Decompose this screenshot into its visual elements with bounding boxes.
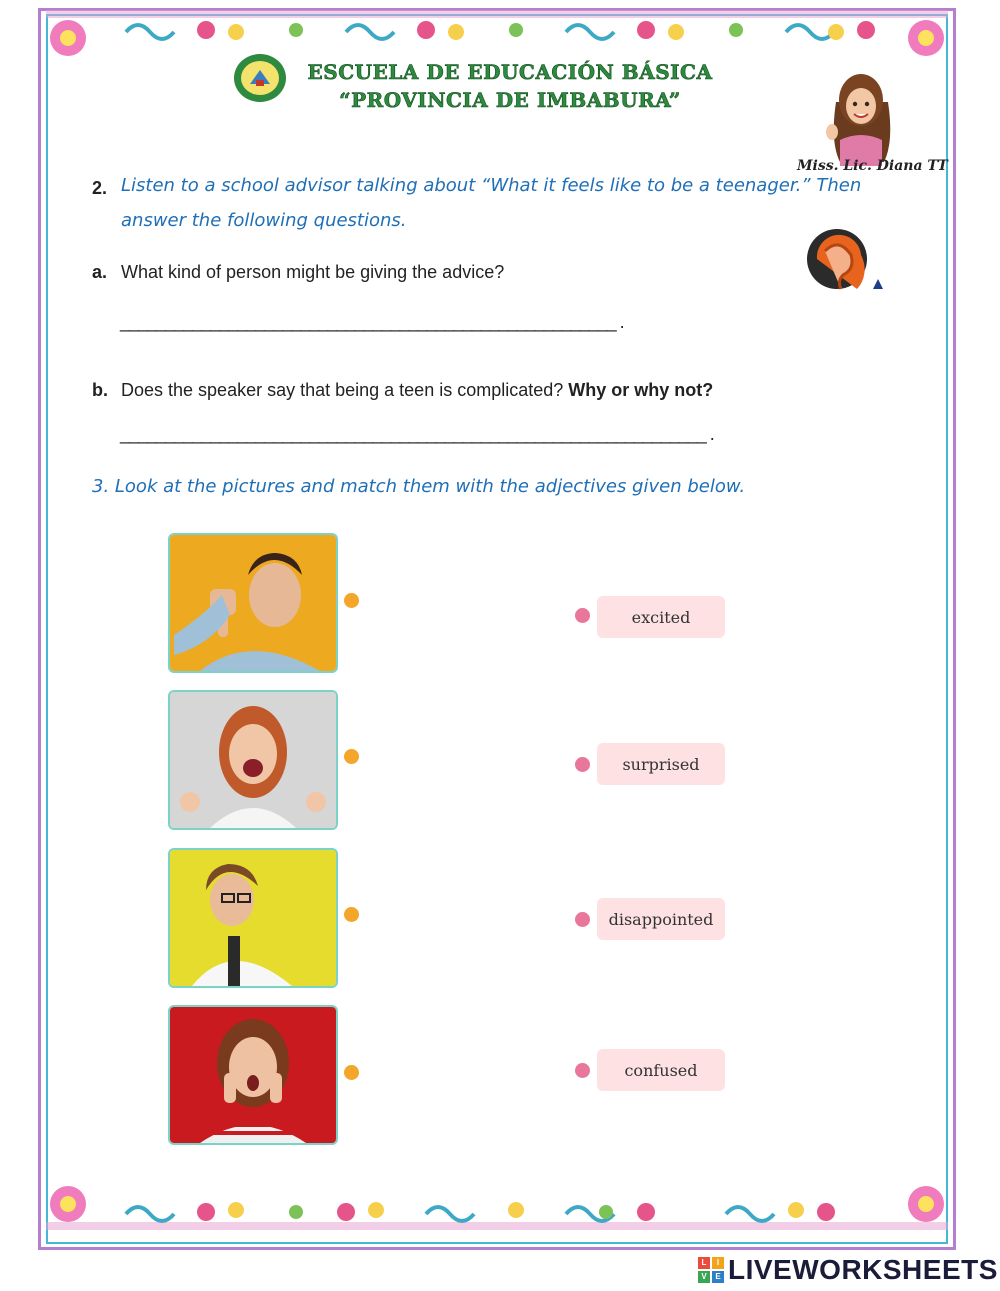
adjective-chip-excited[interactable]: excited: [597, 596, 725, 638]
exercise3-instruction: 3. Look at the pictures and match them with the adjectives given below.: [92, 476, 746, 497]
flower-left-icon: [50, 20, 86, 56]
picture-2-match-dot[interactable]: [344, 749, 359, 764]
teacher-avatar: [818, 62, 904, 166]
question-a-text: What kind of person might be giving the advice?: [121, 262, 505, 282]
exercise2-number: 2.: [92, 178, 108, 198]
logo-letter-l: L: [698, 1257, 710, 1269]
question-b-main: Does the speaker say that being a teen is complicated?: [121, 380, 564, 400]
question-b-bold: Why or why not?: [568, 380, 714, 400]
school-name-line1: ESCUELA DE EDUCACIÓN BÁSICA: [307, 60, 713, 84]
logo-letter-v: V: [698, 1271, 710, 1283]
question-b-letter: b.: [92, 380, 108, 400]
picture-3-match-dot[interactable]: [344, 907, 359, 922]
adjective-1-match-dot[interactable]: [575, 608, 590, 623]
flower-bottom-right-icon: [908, 1186, 944, 1222]
adjective-chip-surprised[interactable]: surprised: [597, 743, 725, 785]
adjective-chip-confused[interactable]: confused: [597, 1049, 725, 1091]
picture-4-surprised[interactable]: [168, 1005, 338, 1145]
picture-1-thumbs-down[interactable]: [168, 533, 338, 673]
listening-ear-icon: [803, 227, 891, 303]
adjective-chip-disappointed[interactable]: disappointed: [597, 898, 725, 940]
school-seal-icon: [232, 50, 288, 106]
adjective-3-match-dot[interactable]: [575, 912, 590, 927]
question-b-answer-line[interactable]: _________________________________________________________________ .: [120, 424, 714, 444]
adjective-2-match-dot[interactable]: [575, 757, 590, 772]
liveworksheets-logo-icon: [698, 1257, 724, 1283]
question-a-letter: a.: [92, 262, 108, 282]
flower-bottom-left-icon: [50, 1186, 86, 1222]
logo-letter-i: I: [712, 1257, 724, 1269]
adjective-4-match-dot[interactable]: [575, 1063, 590, 1078]
question-a-answer-line[interactable]: _______________________________________________________ .: [120, 312, 624, 332]
teacher-signature: Miss. Lic. Diana TT: [797, 158, 948, 174]
flower-right-icon: [908, 20, 944, 56]
liveworksheets-brand-text: LIVEWORKSHEETS: [728, 1254, 998, 1285]
liveworksheets-logo[interactable]: [698, 1254, 998, 1286]
exercise2-instruction-line2: answer the following questions.: [121, 210, 407, 231]
question-b-text: [121, 380, 713, 401]
picture-4-match-dot[interactable]: [344, 1065, 359, 1080]
bottom-floral-border: [46, 1180, 948, 1230]
exercise2-instruction-line1: Listen to a school advisor talking about “What it feels like to be a teenager.” Then: [121, 175, 862, 196]
picture-2-excited[interactable]: [168, 690, 338, 830]
picture-1-match-dot[interactable]: [344, 593, 359, 608]
logo-letter-e: E: [712, 1271, 724, 1283]
top-floral-border: [46, 10, 948, 60]
picture-3-thinking[interactable]: [168, 848, 338, 988]
school-name-line2: “PROVINCIA DE IMBABURA”: [339, 88, 681, 112]
